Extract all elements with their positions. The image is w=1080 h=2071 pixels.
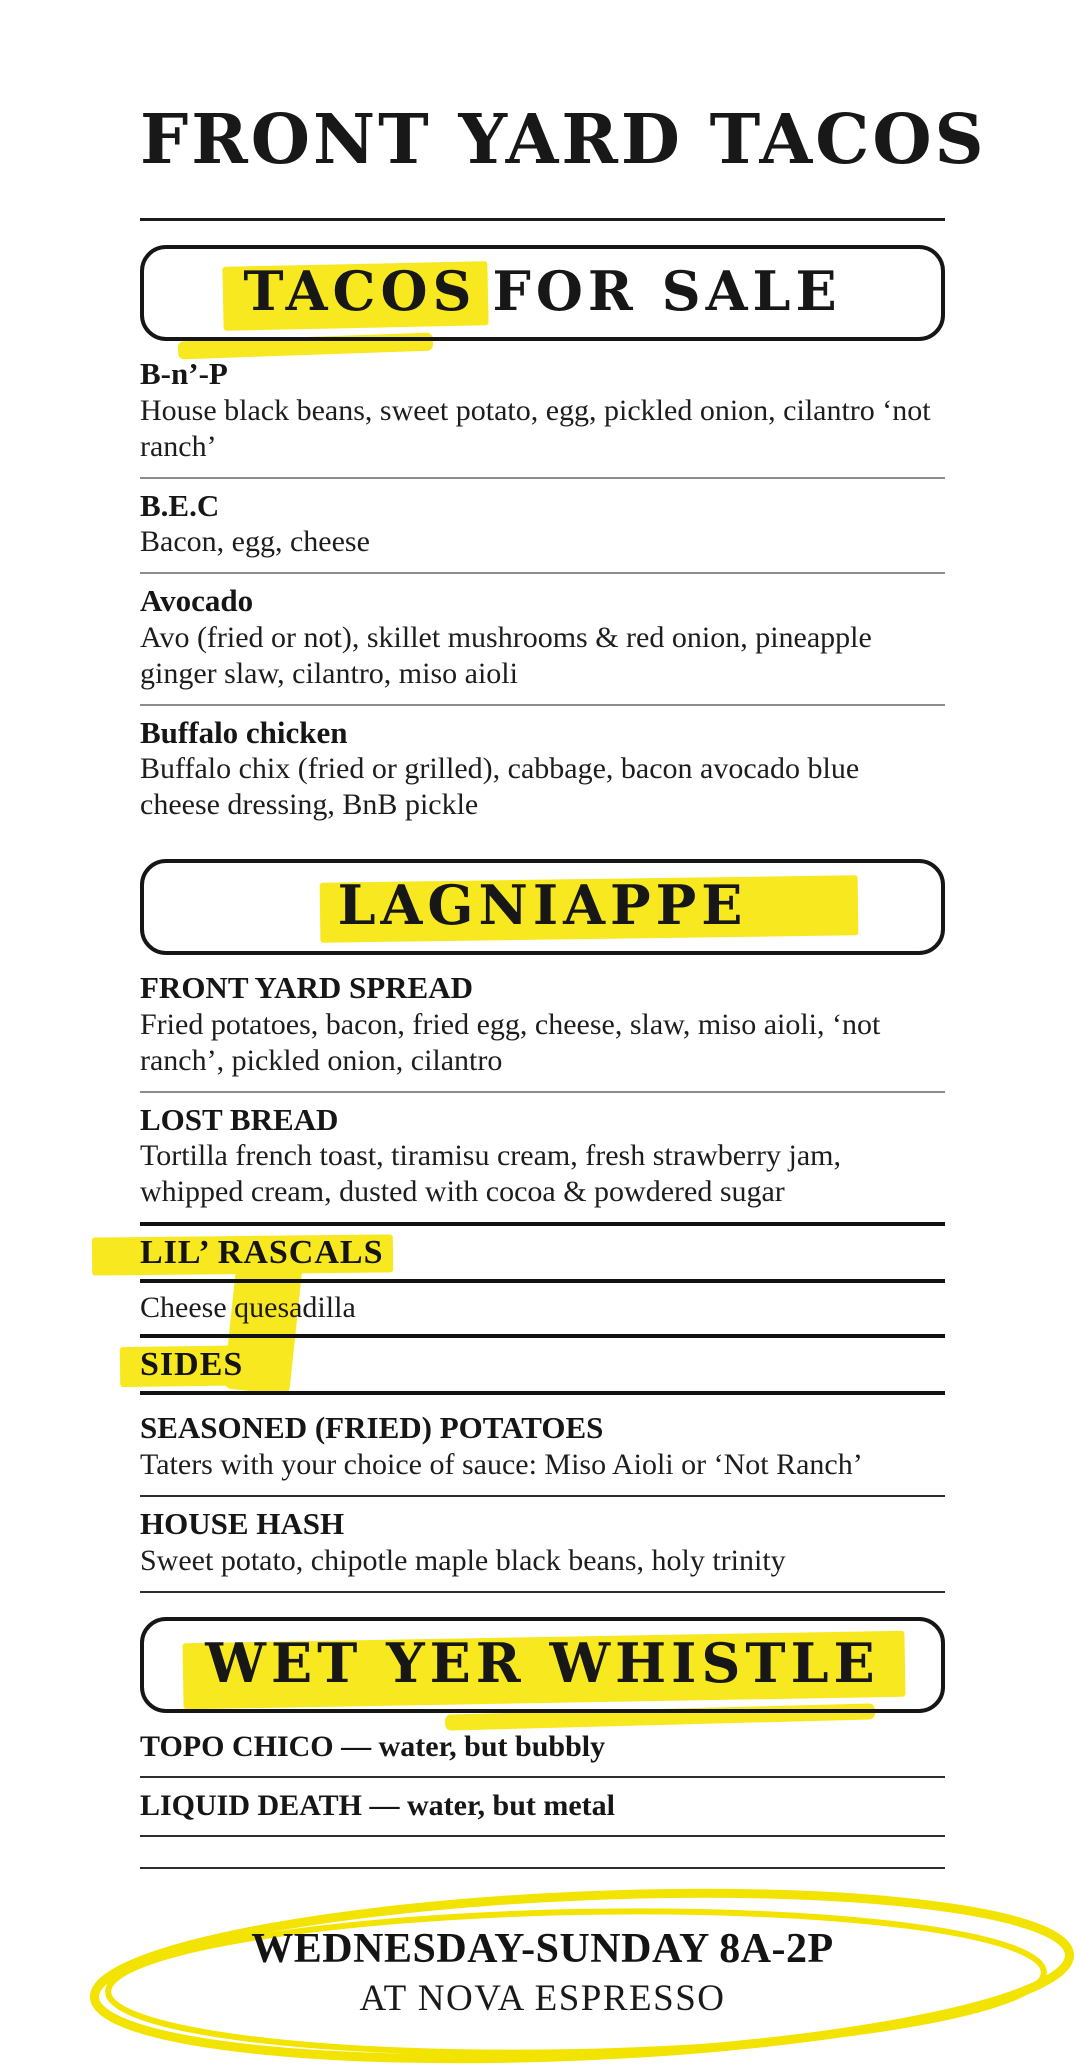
- item-name: Avocado: [140, 583, 254, 619]
- item-desc: Avo (fried or not), skillet mushrooms & red onion, pineapple ginger slaw, cilantro, miso aioli: [140, 620, 872, 690]
- item-name: SEASONED (FRIED) POTATOES: [140, 1410, 604, 1446]
- sides-heading-row: [140, 1338, 945, 1391]
- hand-drawn-oval: [82, 1881, 1080, 2071]
- menu-item: [140, 347, 945, 477]
- lil-rascals-heading: LIL’ RASCALS: [140, 1234, 384, 1272]
- drink-item: LIQUID DEATH — water, but metal: [140, 1788, 616, 1822]
- menu-item: [140, 1401, 945, 1495]
- divider: [140, 1591, 945, 1593]
- section-header-tacos: [140, 245, 945, 341]
- item-name: FRONT YARD SPREAD: [140, 970, 474, 1006]
- menu-item: [140, 961, 945, 1091]
- drinks-heading: WET YER WHISTLE: [205, 1630, 880, 1695]
- location-text: AT NOVA ESPRESSO: [359, 1977, 726, 2019]
- mid-sections: [140, 1222, 945, 1395]
- lil-rascals-item: Cheese quesadilla: [140, 1291, 356, 1325]
- tacos-heading-highlighted: TACOS: [243, 259, 477, 323]
- divider: [140, 218, 945, 221]
- lagniappe-heading: LAGNIAPPE: [337, 873, 748, 938]
- drinks-list: [140, 1719, 945, 1837]
- tacos-heading-rest: FOR SALE: [492, 259, 842, 323]
- item-desc: Sweet potato, chipotle maple black beans, holy trinity: [140, 1543, 786, 1577]
- divider: [140, 1835, 945, 1837]
- item-desc: Bacon, egg, cheese: [140, 525, 370, 559]
- page-title: FRONT YARD TACOS: [140, 100, 987, 180]
- section-header-lagniappe: [140, 859, 945, 955]
- item-desc: Taters with your choice of sauce: Miso Aioli or ‘Not Ranch’: [140, 1448, 863, 1482]
- lagniappe-list: [140, 961, 945, 1222]
- footer: [140, 1925, 945, 2020]
- menu-item: [140, 1497, 945, 1591]
- item-name: B.E.C: [140, 487, 220, 523]
- item-name: HOUSE HASH: [140, 1506, 345, 1542]
- item-desc: Tortilla french toast, tiramisu cream, fresh strawberry jam, whipped cream, dusted with cocoa & powdered sugar: [140, 1139, 841, 1209]
- menu-item: [140, 1093, 945, 1223]
- lil-rascals-heading-row: [140, 1226, 945, 1279]
- item-name: B-n’-P: [140, 356, 228, 391]
- item-name: LOST BREAD: [140, 1101, 339, 1137]
- hours-text: WEDNESDAY-SUNDAY 8A-2P: [251, 1925, 834, 1972]
- menu-item: [140, 706, 945, 836]
- item-desc: Buffalo chix (fried or grilled), cabbage, bacon avocado blue cheese dressing, BnB pickle: [140, 752, 860, 822]
- item-desc: House black beans, sweet potato, egg, pickled onion, cilantro ‘not ranch’: [140, 393, 931, 463]
- sides-list: [140, 1401, 945, 1592]
- divider: [140, 1391, 945, 1395]
- sides-heading: SIDES: [140, 1346, 244, 1384]
- item-desc: Fried potatoes, bacon, fried egg, cheese, slaw, miso aioli, ‘not ranch’, pickled onion, cilantro: [140, 1007, 881, 1077]
- menu-item: [140, 574, 945, 704]
- section-header-drinks: [140, 1617, 945, 1713]
- item-name: Buffalo chicken: [140, 714, 348, 750]
- drink-item: TOPO CHICO — water, but bubbly: [140, 1729, 606, 1763]
- tacos-list: [140, 347, 945, 835]
- menu-item: [140, 479, 945, 573]
- divider: [140, 1867, 945, 1869]
